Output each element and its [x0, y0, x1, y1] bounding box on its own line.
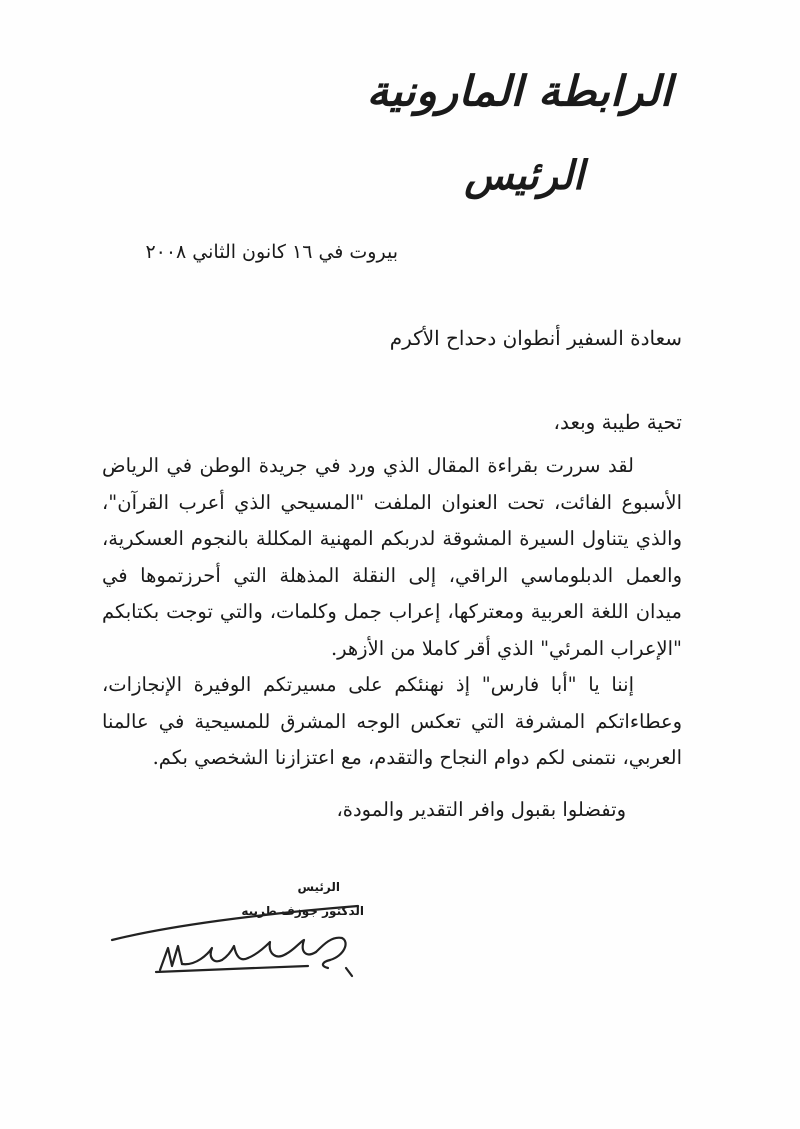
date-line: بيروت في ١٦ كانون الثاني ٢٠٠٨: [145, 241, 398, 263]
signature-role: الرئيس: [297, 880, 340, 894]
addressee: سعادة السفير أنطوان دحداح الأكرم: [389, 326, 682, 350]
letterhead-title: الرئيس: [464, 152, 584, 199]
letter-body: [102, 448, 682, 777]
body-paragraph-2: إننا يا "أبا فارس" إذ نهنئكم على مسيرتكم الوفيرة الإنجازات، وعطاءاتكم المشرفة التي تعكس الوجه المشرق للمسيحية في عالمنا العربي، نتمنى لكم دوام النجاح والتقدم، مع اعتزازنا الشخصي بكم.: [102, 673, 682, 769]
letterhead-org-name: الرابطة المارونية: [366, 67, 672, 116]
signature-name: الدكتور جوزف طربيه: [241, 904, 364, 918]
body-paragraph-1: لقد سررت بقراءة المقال الذي ورد في جريدة الوطن في الرياض الأسبوع الفائت، تحت العنوان الملفت "المسيحي الذي أعرب القرآن"، والذي يتناول السيرة المشوقة لدربكم المهنية المكللة بالنجوم العسكرية، والعمل الدبلوماسي الراقي، إلى النقلة المذهلة التي أحرزتموها في ميدان اللغة العربية ومعتركها، إعراب جمل وكلمات، والتي توجت بكتابكم "الإعراب المرئي" الذي أقر كاملا من الأزهر.: [102, 454, 682, 660]
greeting: تحية طيبة وبعد،: [553, 410, 682, 434]
closing-line: وتفضلوا بقبول وافر التقدير والمودة،: [336, 798, 626, 821]
handwritten-signature: [108, 896, 368, 986]
